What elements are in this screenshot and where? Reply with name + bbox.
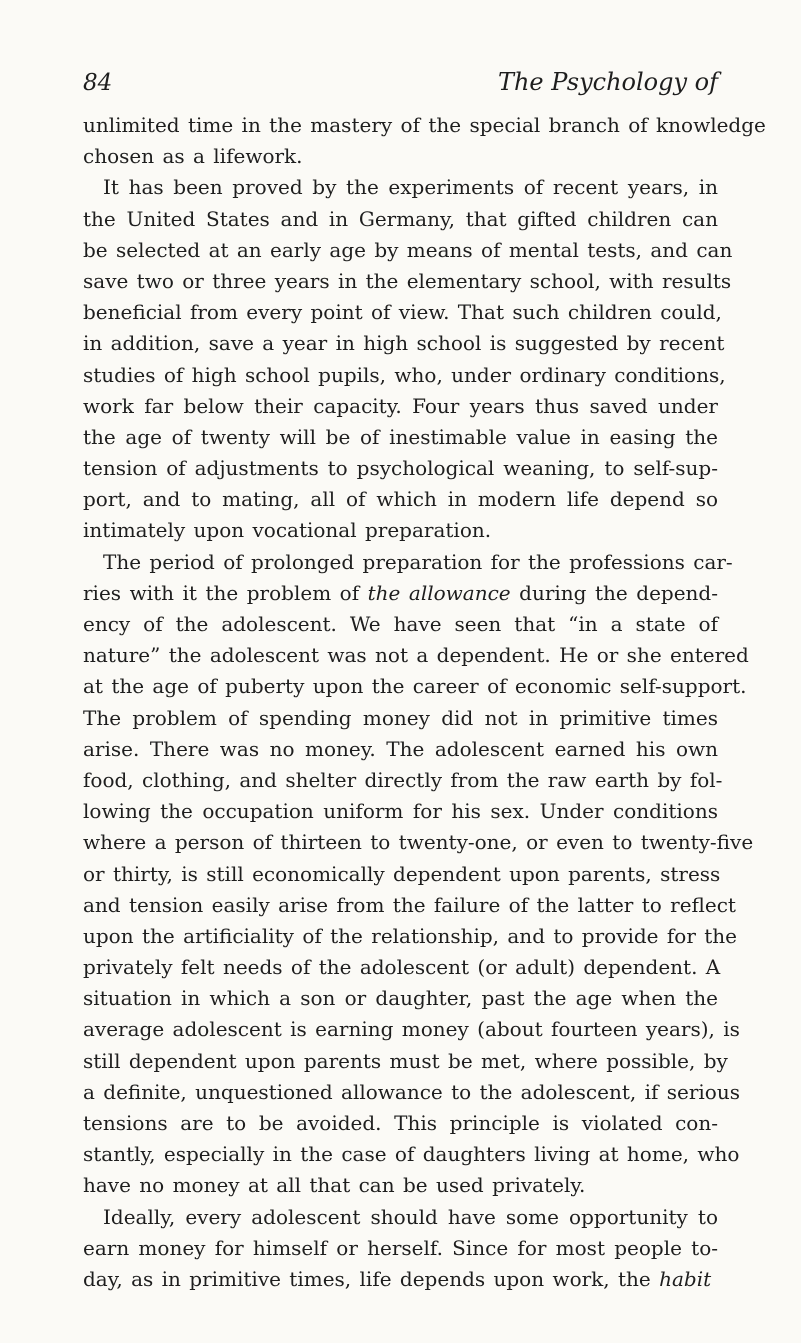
text-line: save two or three years in the elementary school, with results xyxy=(83,268,732,293)
text-line: The period of prolonged preparation for the professions car- xyxy=(103,549,733,574)
text-line: a definite, unquestioned allowance to the adolescent, if serious xyxy=(83,1079,740,1104)
text-line: upon the artificiality of the relationship, and to provide for the xyxy=(83,923,737,948)
text-line: the United States and in Germany, that gifted children can xyxy=(83,206,718,231)
text-line: nature” the adolescent was not a dependent. He or she entered xyxy=(83,643,749,668)
paragraph xyxy=(83,1202,718,1296)
text-line: work far below their capacity. Four years thus saved under xyxy=(83,393,718,418)
text-line: earn money for himself or herself. Since for most people to- xyxy=(83,1235,718,1260)
text-line: studies of high school pupils, who, under ordinary conditions, xyxy=(83,362,726,387)
text-line: where a person of thirteen to twenty-one, or even to twenty-five xyxy=(83,830,754,855)
paragraph xyxy=(83,172,733,546)
page-number: 84 xyxy=(83,70,113,96)
text-line: ency of the adolescent. We have seen that “in a state of xyxy=(83,612,718,636)
text-line: tensions are to be avoided. This principle is violated con- xyxy=(83,1111,718,1135)
text-line: and tension easily arise from the failure of the latter to reflect xyxy=(83,892,736,917)
text-line: be selected at an early age by means of mental tests, and can xyxy=(83,237,733,262)
text-line: port, and to mating, all of which in modern life depend so xyxy=(83,487,718,512)
text-line: in addition, save a year in high school is suggested by recent xyxy=(83,331,725,356)
text-line: privately felt needs of the adolescent (or adult) dependent. A xyxy=(83,955,721,980)
text-segment: during the depend- xyxy=(510,580,718,605)
text-line: chosen as a lifework. xyxy=(83,144,303,169)
text-line: the age of twenty will be of inestimable value in easing the xyxy=(83,424,718,449)
text-line: beneficial from every point of view. That such children could, xyxy=(83,300,722,325)
text-line: have no money at all that can be used privately. xyxy=(83,1173,586,1198)
text-segment: ries with it the problem of xyxy=(83,580,368,605)
running-head: The Psychology of xyxy=(497,68,718,96)
text-line: lowing the occupation uniform for his sex. Under conditions xyxy=(83,799,718,824)
text-line: at the age of puberty upon the career of economic self-support. xyxy=(83,674,747,699)
paragraph xyxy=(83,547,754,1202)
text-line: or thirty, is still economically dependent upon parents, stress xyxy=(83,861,721,886)
text-line: arise. There was no money. The adolescent earned his own xyxy=(83,736,718,761)
text-line: It has been proved by the experiments of recent years, in xyxy=(103,175,718,200)
text-line: stantly, especially in the case of daughters living at home, who xyxy=(83,1142,740,1167)
text-line: food, clothing, and shelter directly from the raw earth by fol- xyxy=(83,767,723,792)
text-line: still dependent upon parents must be met, where possible, by xyxy=(83,1048,728,1073)
text-line: tension of adjustments to psychological weaning, to self-sup- xyxy=(83,456,718,481)
body-text xyxy=(83,110,766,1295)
page-header xyxy=(83,66,718,106)
text-line: average adolescent is earning money (about fourteen years), is xyxy=(83,1017,740,1042)
text-line: situation in which a son or daughter, past the age when the xyxy=(83,986,718,1011)
text-line: The problem of spending money did not in primitive times xyxy=(83,705,718,730)
text-segment: day, as in primitive times, life depends upon work, the xyxy=(83,1266,660,1291)
text-line xyxy=(83,1264,718,1295)
text-line: intimately upon vocational preparation. xyxy=(83,518,492,543)
paragraph xyxy=(83,110,766,172)
italic-phrase: habit xyxy=(659,1266,712,1291)
text-line xyxy=(83,578,718,609)
italic-phrase: the allowance xyxy=(367,580,511,605)
text-line: Ideally, every adolescent should have some opportunity to xyxy=(103,1204,718,1229)
text-line: unlimited time in the mastery of the special branch of knowledge xyxy=(83,113,766,137)
